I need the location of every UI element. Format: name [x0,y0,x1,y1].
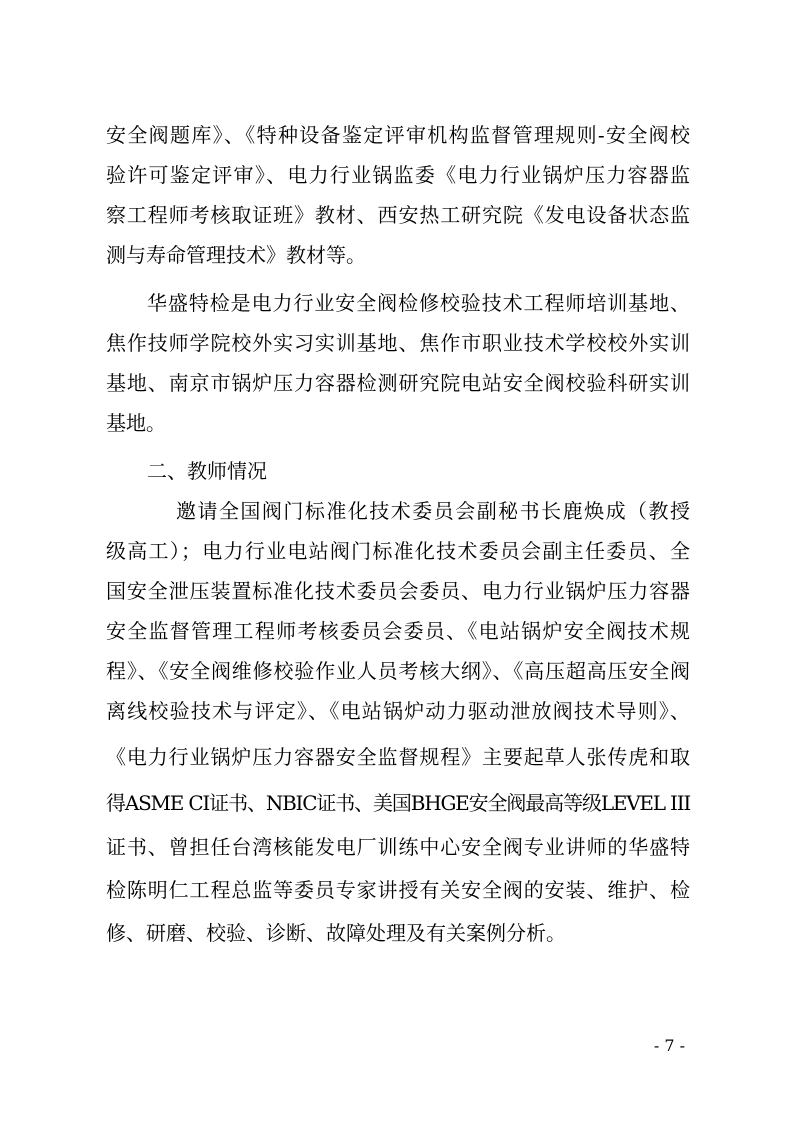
paragraph-3-line-3: 国安全泄压装置标准化技术委员会委员、电力行业锅炉压力容器 [106,579,690,603]
paragraph-1-line-2: 验许可鉴定评审》、电力行业锅监委《电力行业锅炉压力容器监 [106,163,690,187]
paragraph-3-line-4: 安全监督管理工程师考核委员会委员、《电站锅炉安全阀技术规 [106,619,690,643]
paragraph-1-line-1: 安全阀题库》、《特种设备鉴定评审机构监督管理规则-安全阀校 [106,123,690,147]
paragraph-2-line-4: 基地。 [106,411,166,435]
paragraph-3-line-7: 《电力行业锅炉压力容器安全监督规程》主要起草人张传虎和取 [106,745,690,769]
paragraph-3-line-5: 程》、《安全阀维修校验作业人员考核大纲》、《高压超高压安全阀 [106,659,690,683]
paragraph-2-line-1: 华盛特检是电力行业安全阀检修校验技术工程师培训基地、 [147,291,690,315]
paragraph-1-line-4: 测与寿命管理技术》教材等。 [106,243,366,267]
paragraph-2-line-3: 基地、南京市锅炉压力容器检测研究院电站安全阀校验科研实训 [106,371,690,395]
paragraph-3-line-10: 检陈明仁工程总监等委员专家讲授有关安全阀的安装、维护、检 [106,878,690,902]
page-number: - 7 - [653,1036,685,1055]
paragraph-3-line-11: 修、研磨、校验、诊断、故障处理及有关案例分析。 [106,921,566,945]
paragraph-3-line-8: 得ASME CI证书、NBIC证书、美国BHGE安全阀最高等级LEVEL III [106,791,690,815]
section-heading-teachers: 二、教师情况 [147,459,267,483]
paragraph-3-line-9: 证书、曾担任台湾核能发电厂训练中心安全阀专业讲师的华盛特 [106,835,690,859]
paragraph-1-line-3: 察工程师考核取证班》教材、西安热工研究院《发电设备状态监 [106,203,690,227]
paragraph-3-line-2: 级高工）；电力行业电站阀门标准化技术委员会副主任委员、全 [106,539,690,563]
paragraph-3-line-6: 离线校验技术与评定》、《电站锅炉动力驱动泄放阀技术导则》、 [106,699,690,723]
paragraph-2-line-2: 焦作技师学院校外实习实训基地、焦作市职业技术学校校外实训 [106,331,690,355]
paragraph-3-line-1: 邀请全国阀门标准化技术委员会副秘书长鹿焕成（教授 [176,499,690,523]
